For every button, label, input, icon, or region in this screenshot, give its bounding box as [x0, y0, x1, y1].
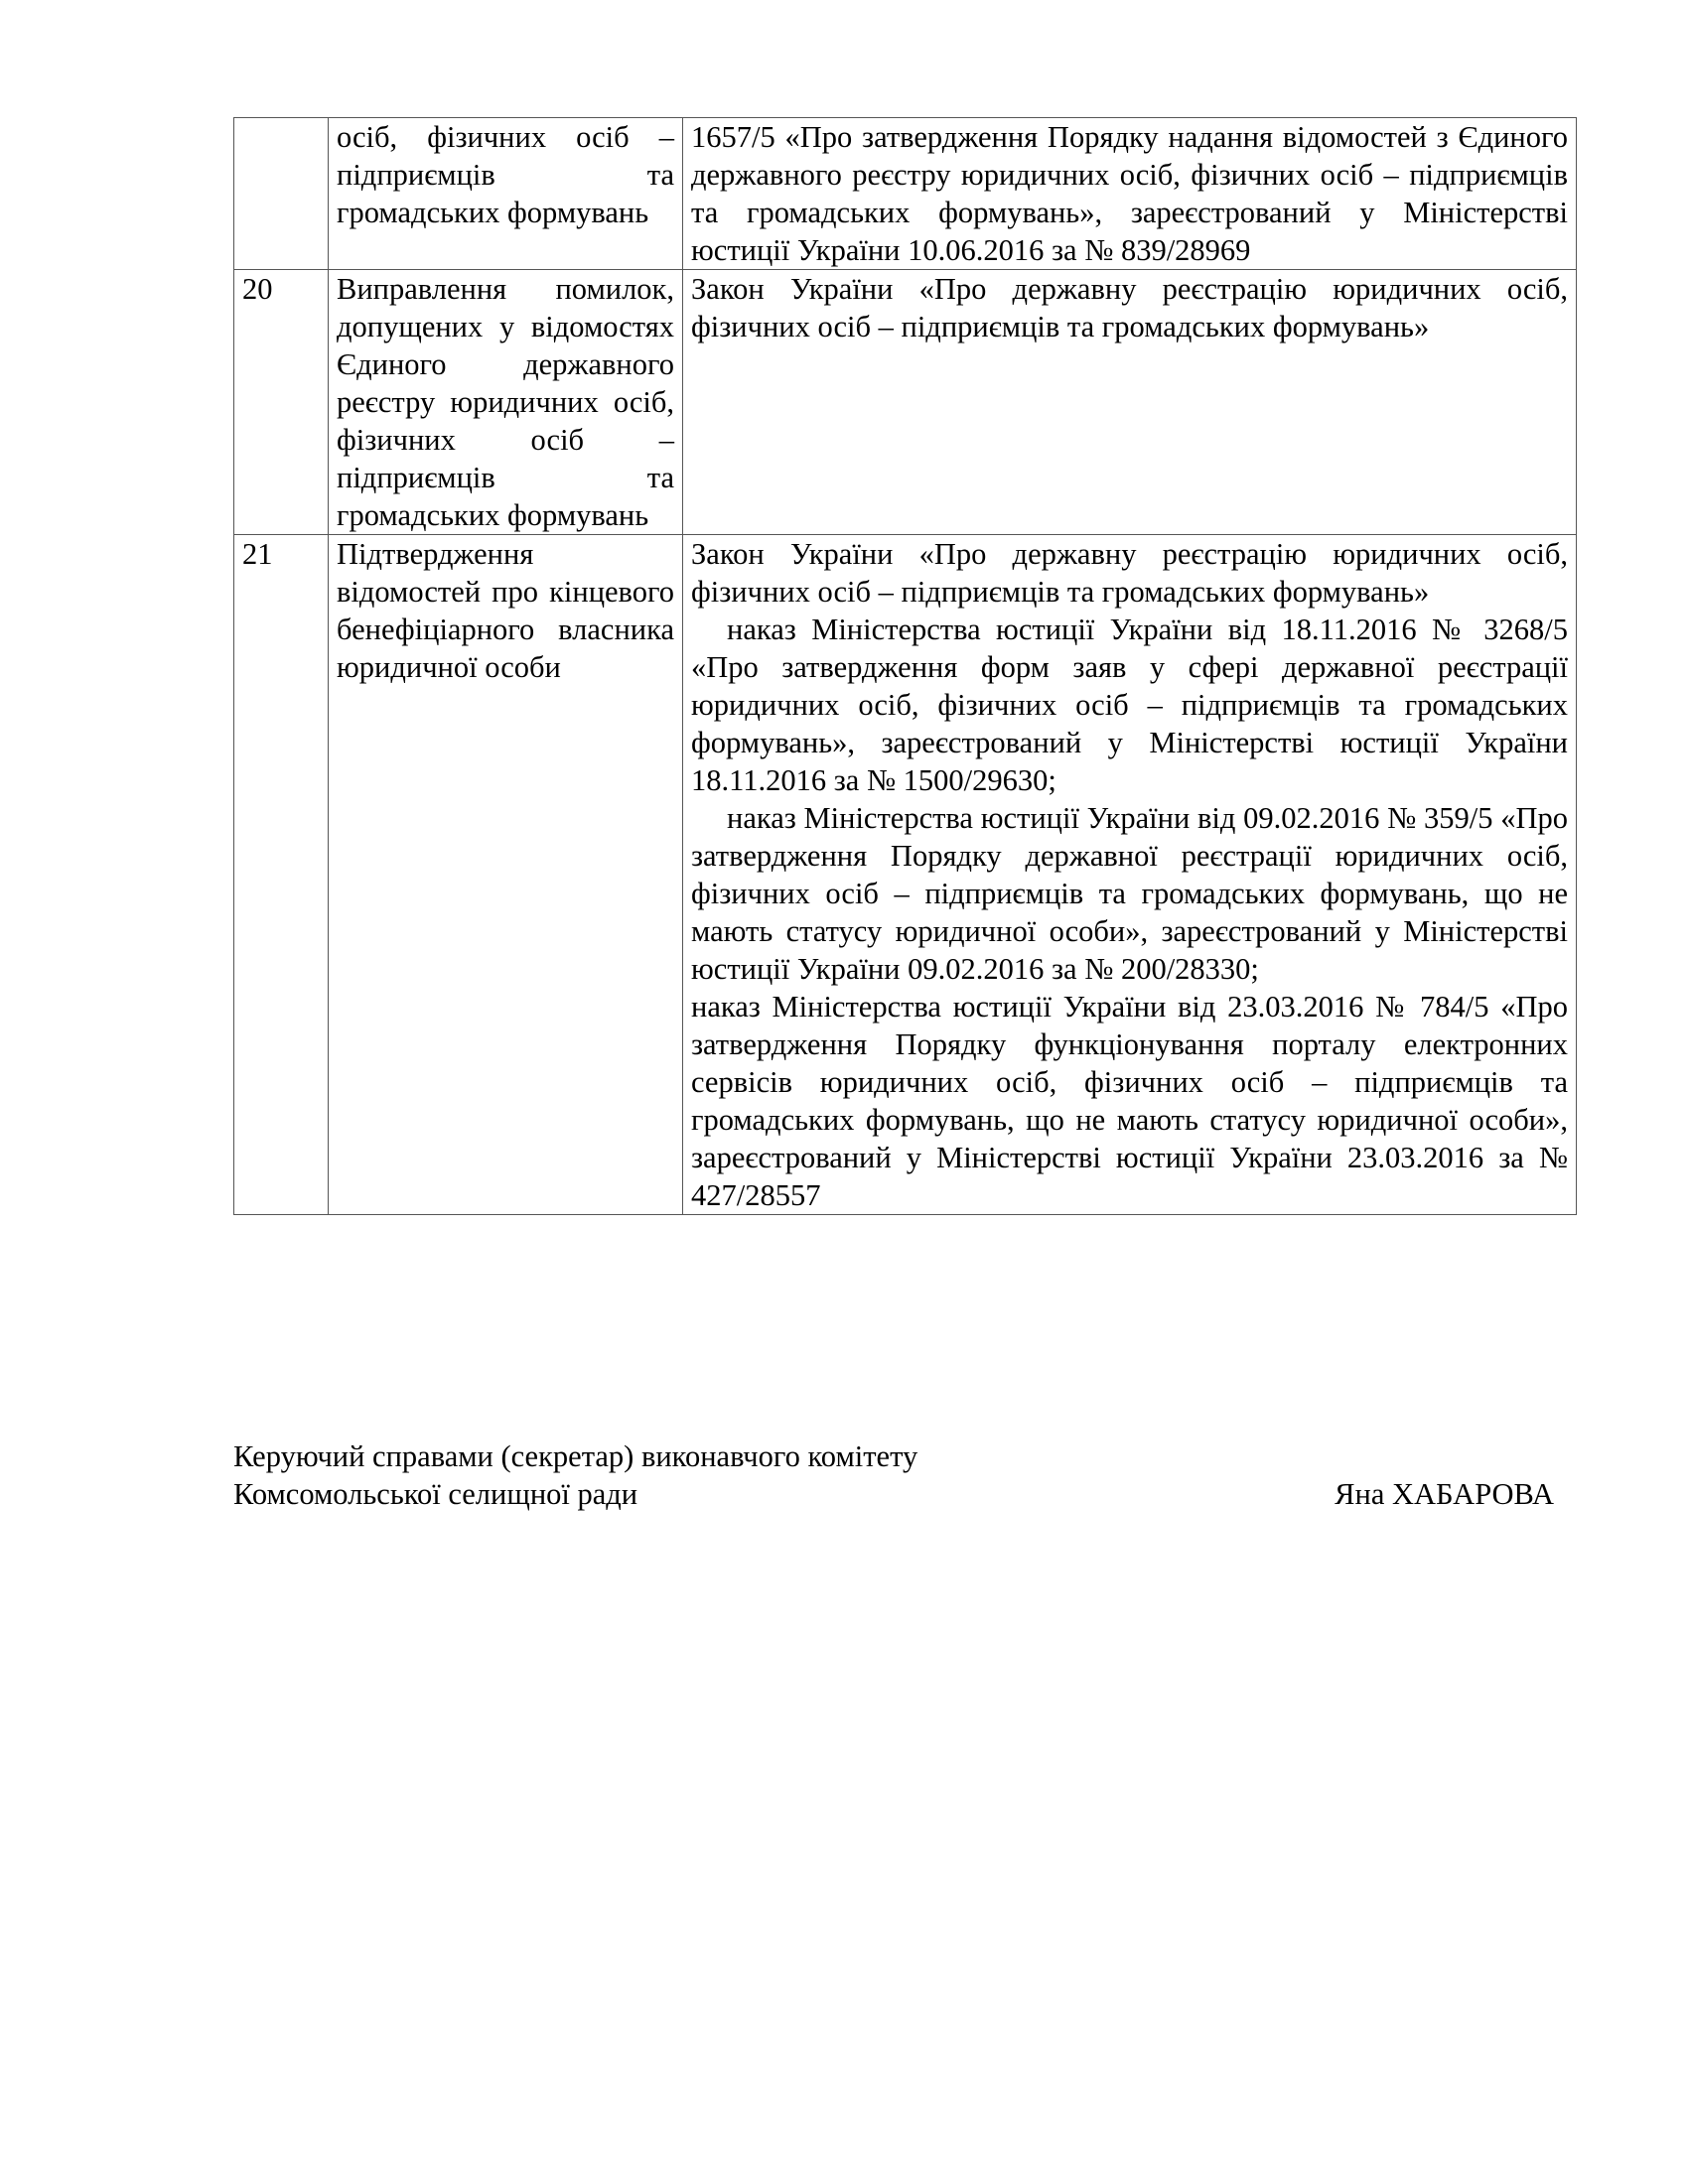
table-row — [234, 118, 1577, 270]
legal-basis-paragraph: наказ Міністерства юстиції України від 09.02.2016 № 359/5 «Про затвердження Порядку державної реєстрації юридичних осіб, фізичних осіб – підприємців та громадських формувань, що не мають статусу юридичної особи», зареєстрований у Міністерстві юстиції України 09.02.2016 за № 200/28330; — [691, 801, 1568, 986]
table-row — [234, 270, 1577, 535]
row-number-cell — [234, 118, 329, 270]
row-number-cell: 21 — [234, 535, 329, 1215]
legal-basis-cell — [683, 270, 1577, 535]
service-name-cell: осіб, фізичних осіб – підприємців та громадських формувань — [329, 118, 683, 270]
row-number-cell: 20 — [234, 270, 329, 535]
signatory-name: Яна ХАБАРОВА — [1335, 1477, 1554, 1511]
legal-basis-paragraph: Закон України «Про державну реєстрацію юридичних осіб, фізичних осіб – підприємців та громадських формувань» — [691, 272, 1568, 343]
legal-basis-paragraph: наказ Міністерства юстиції України від 23.03.2016 № 784/5 «Про затвердження Порядку функціонування порталу електронних сервісів юридичних осіб, фізичних осіб – підприємців та громадських формувань, що не мають статусу юридичної особи», зареєстрований у Міністерстві юстиції України 23.03.2016 за № 427/28557 — [691, 990, 1568, 1212]
signature-block — [233, 1437, 1554, 1513]
signatory-position-line-1: Керуючий справами (секретар) виконавчого комітету — [233, 1439, 918, 1473]
administrative-services-table — [233, 117, 1577, 1215]
legal-basis-cell — [683, 535, 1577, 1215]
legal-basis-paragraph: Закон України «Про державну реєстрацію юридичних осіб, фізичних осіб – підприємців та громадських формувань» — [691, 537, 1568, 609]
legal-basis-cell — [683, 118, 1577, 270]
service-name-cell: Виправлення помилок, допущених у відомостях Єдиного державного реєстру юридичних осіб, фізичних осіб – підприємців та громадських формувань — [329, 270, 683, 535]
legal-basis-paragraph: 1657/5 «Про затвердження Порядку надання відомостей з Єдиного державного реєстру юридичних осіб, фізичних осіб – підприємців та громадських формувань», зареєстрований у Міністерстві юстиції України 10.06.2016 за № 839/28969 — [691, 120, 1568, 267]
service-name-cell: Підтвердження відомостей про кінцевого бенефіціарного власника юридичної особи — [329, 535, 683, 1215]
signatory-position-line-2: Комсомольської селищної ради — [233, 1477, 638, 1511]
table-row — [234, 535, 1577, 1215]
legal-basis-paragraph: наказ Міністерства юстиції України від 18.11.2016 № 3268/5 «Про затвердження форм заяв у сфері державної реєстрації юридичних осіб, фізичних осіб – підприємців та громадських формувань», зареєстрований у Міністерстві юстиції України 18.11.2016 за № 1500/29630; — [691, 613, 1568, 797]
